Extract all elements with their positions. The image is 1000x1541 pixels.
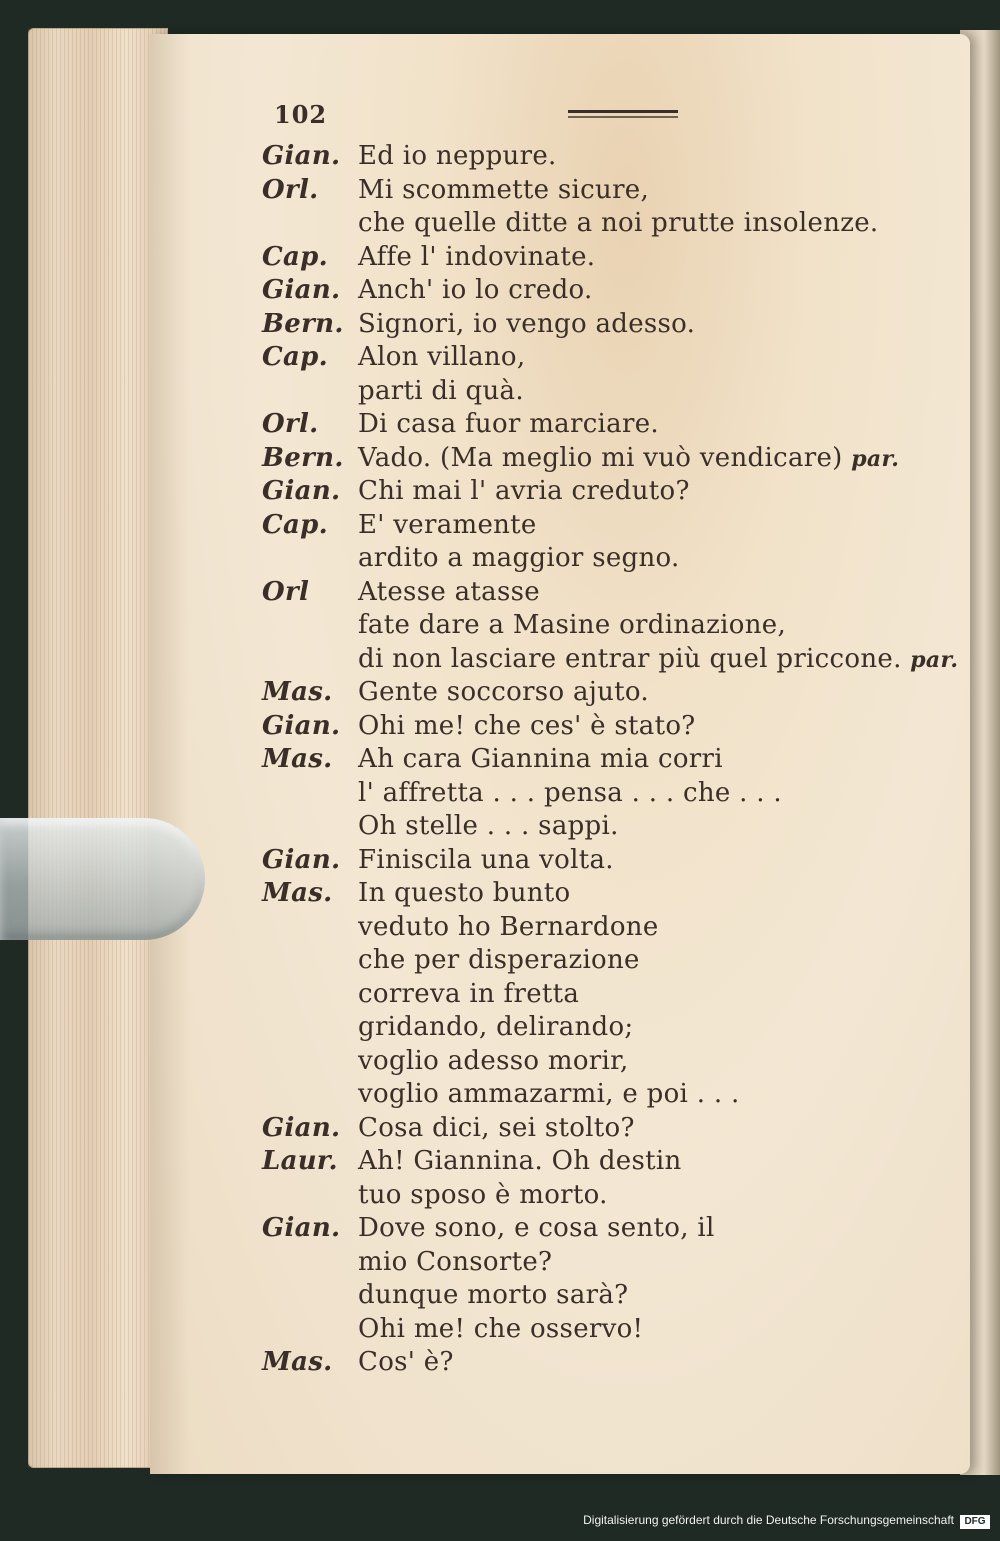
line-text: Signori, io vengo adesso. [358, 308, 696, 339]
dialogue-line [262, 1045, 962, 1079]
dialogue-line [262, 676, 962, 710]
dialogue-line [262, 911, 962, 945]
dialogue-line [262, 1145, 962, 1179]
dialogue-line [262, 375, 962, 409]
line-text: gridando, delirando; [358, 1012, 634, 1042]
dialogue-line [262, 308, 962, 342]
line-text: Vado. (Ma meglio mi vuò vendicare) [358, 442, 843, 473]
speaker-name: Gian. [262, 710, 341, 741]
line-text: veduto ho Bernardone [358, 911, 659, 942]
line-text: Mi scommette sicure, [358, 174, 650, 205]
dialogue-line [262, 1279, 962, 1313]
line-text: dunque morto sarà? [358, 1280, 629, 1310]
dialogue-line [262, 609, 962, 643]
line-text: Gente soccorso ajuto. [358, 677, 649, 707]
dialogue-line [262, 341, 962, 375]
dialogue-line [262, 1179, 962, 1213]
dialogue-line [262, 777, 962, 811]
dialogue-line [262, 475, 962, 509]
speaker-name: Orl [262, 576, 310, 607]
line-text: Ah cara Giannina mia corri [358, 744, 723, 774]
speaker-name: Gian. [262, 1112, 341, 1143]
dialogue-line [262, 710, 962, 744]
dialogue-line [262, 1011, 962, 1045]
speaker-name: Gian. [262, 476, 341, 506]
line-text: Anch' io lo credo. [358, 275, 593, 305]
dialogue-lines [262, 140, 962, 1380]
dialogue-line [262, 1078, 962, 1112]
speaker-name: Cap. [262, 241, 328, 272]
page-header [262, 96, 962, 140]
dfg-logo: DFG [960, 1515, 990, 1529]
line-text: Affe l' indovinate. [358, 241, 596, 272]
line-text: l' affretta . . . pensa . . . che . . . [358, 777, 782, 808]
page-clip [0, 818, 205, 940]
dialogue-line [262, 140, 962, 174]
speaker-name: Mas. [262, 878, 333, 908]
dialogue-line [262, 1112, 962, 1146]
speaker-name: Gian. [262, 141, 341, 171]
speaker-name: Cap. [262, 342, 328, 372]
dialogue-line [262, 1246, 962, 1280]
speaker-name: Gian. [262, 844, 341, 875]
speaker-name: Mas. [262, 1347, 333, 1377]
line-text: Cosa dici, sei stolto? [358, 1112, 635, 1143]
speaker-name: Cap. [262, 509, 328, 540]
dialogue-line [262, 576, 962, 610]
dialogue-line [262, 743, 962, 777]
line-text: mio Consorte? [358, 1246, 553, 1277]
header-rule [568, 110, 678, 124]
line-text: Ohi me! che ces' è stato? [358, 710, 696, 741]
dialogue-line [262, 1346, 962, 1380]
stage-note: par. [851, 445, 900, 472]
digitization-credit: Digitalisierung gefördert durch die Deutsche Forschungsgemeinschaft [583, 1513, 954, 1527]
line-text: di non lasciare entrar più quel priccone. [358, 643, 902, 674]
dialogue-line [262, 844, 962, 878]
line-text: Ed io neppure. [358, 141, 557, 171]
dialogue-line [262, 241, 962, 275]
line-text: E' veramente [358, 509, 537, 540]
line-text: Alon villano, [358, 342, 526, 372]
dialogue-line [262, 1313, 962, 1347]
line-text: parti di quà. [358, 375, 524, 406]
dialogue-line [262, 408, 962, 442]
line-text: Cos' è? [358, 1347, 454, 1377]
dialogue-line [262, 542, 962, 576]
line-text: ardito a maggior segno. [358, 543, 680, 573]
speaker-name: Mas. [262, 744, 333, 774]
line-text: Atesse atasse [358, 576, 540, 607]
page-stack-edge [28, 28, 168, 1468]
dialogue-line [262, 978, 962, 1012]
line-text: Chi mai l' avria creduto? [358, 476, 690, 506]
line-text: che quelle ditte a noi prutte insolenze. [358, 208, 879, 238]
speaker-name: Mas. [262, 677, 333, 707]
line-text: Dove sono, e cosa sento, il [358, 1213, 715, 1243]
stage-note: par. [910, 646, 959, 673]
line-text: Ah! Giannina. Oh destin [358, 1146, 682, 1176]
speaker-name: Laur. [262, 1146, 338, 1176]
dialogue-line [262, 944, 962, 978]
dialogue-line [262, 207, 962, 241]
line-text: fate dare a Masine ordinazione, [358, 610, 787, 640]
line-text: In questo bunto [358, 878, 571, 908]
speaker-name: Orl. [262, 409, 319, 439]
dialogue-line [262, 877, 962, 911]
dialogue-line [262, 174, 962, 208]
dialogue-line [262, 643, 962, 677]
line-text: tuo sposo è morto. [358, 1179, 608, 1210]
line-text: correva in fretta [358, 978, 580, 1009]
line-text: Di casa fuor marciare. [358, 409, 659, 439]
page-number: 102 [274, 100, 328, 129]
line-text: voglio adesso morir, [358, 1045, 629, 1076]
dialogue-line [262, 810, 962, 844]
line-text: Finiscila una volta. [358, 844, 614, 875]
speaker-name: Gian. [262, 275, 341, 305]
speaker-name: Bern. [262, 442, 344, 473]
speaker-name: Orl. [262, 174, 319, 205]
line-text: voglio ammazarmi, e poi . . . [358, 1079, 740, 1109]
dialogue-line [262, 442, 962, 476]
line-text: che per disperazione [358, 945, 640, 975]
line-text: Ohi me! che osservo! [358, 1313, 644, 1344]
speaker-name: Bern. [262, 308, 344, 339]
dialogue-line [262, 274, 962, 308]
page-text [262, 96, 962, 1380]
dialogue-line [262, 1212, 962, 1246]
dialogue-line [262, 509, 962, 543]
footer-bar [0, 1497, 1000, 1541]
speaker-name: Gian. [262, 1213, 341, 1243]
line-text: Oh stelle . . . sappi. [358, 811, 619, 841]
